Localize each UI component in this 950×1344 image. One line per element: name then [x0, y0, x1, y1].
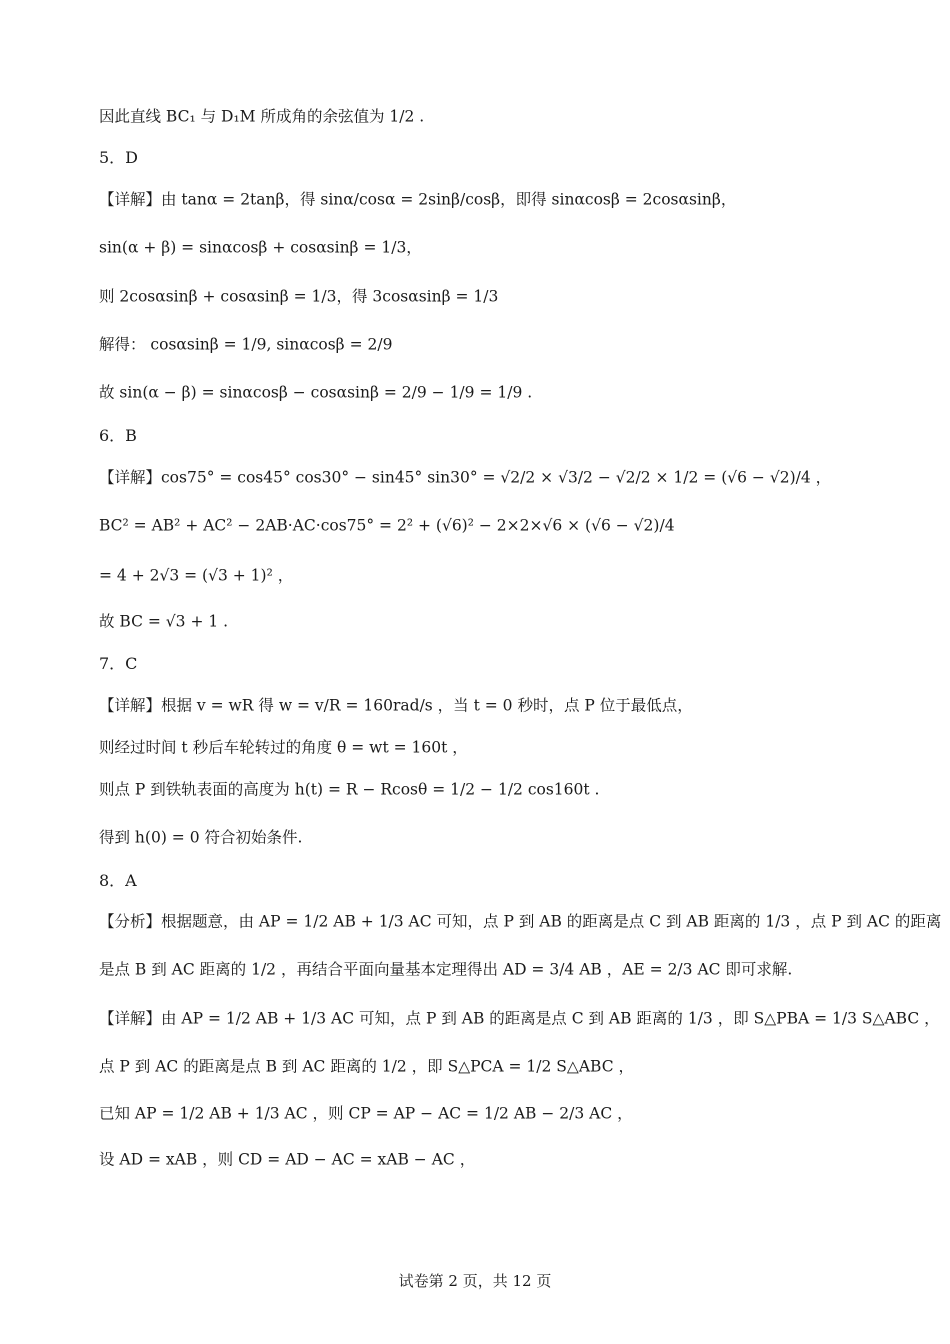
- answer-heading: 5．D: [99, 148, 139, 167]
- answer-heading: 6．B: [99, 426, 137, 445]
- text-line: 【详解】由 tanα = 2tanβ，得 sinα/cosα = 2sinβ/cosβ，即得 sinαcosβ = 2cosαsinβ，: [99, 190, 737, 209]
- text-line: 已知 AP = 1/2 AB + 1/3 AC ，则 CP = AP − AC = 1/2 AB − 2/3 AC ，: [99, 1104, 633, 1123]
- text-line: 点 P 到 AC 的距离是点 B 到 AC 距离的 1/2 ，即 S△PCA = 1/2 S△ABC ，: [99, 1057, 635, 1076]
- text-line: 【分析】根据题意，由 AP = 1/2 AB + 1/3 AC 可知，点 P 到 AB 的距离是点 C 到 AB 距离的 1/3 ，点 P 到 AC 的距离: [99, 912, 942, 931]
- text-line: 故 BC = √3 + 1 .: [99, 612, 229, 631]
- text-line: 得到 h(0) = 0 符合初始条件.: [99, 828, 303, 847]
- text-line: 设 AD = xAB ，则 CD = AD − AC = xAB − AC ，: [99, 1150, 476, 1169]
- text-line: = 4 + 2√3 = (√3 + 1)² ，: [99, 566, 294, 585]
- text-line: 【详解】cos75° = cos45° cos30° − sin45° sin30° = √2/2 × √3/2 − √2/2 × 1/2 = (√6 − √2)/4 ，: [99, 468, 832, 487]
- answer-heading: 7．C: [99, 654, 138, 673]
- text-line: 故 sin(α − β) = sinαcosβ − cosαsinβ = 2/9 − 1/9 = 1/9 .: [99, 383, 533, 402]
- text-line: 解得： cosαsinβ = 1/9, sinαcosβ = 2/9: [99, 335, 393, 354]
- text-line: 则点 P 到铁轨表面的高度为 h(t) = R − Rcosθ = 1/2 − 1/2 cos160t .: [99, 780, 600, 799]
- text-line: 是点 B 到 AC 距离的 1/2 ，再结合平面向量基本定理得出 AD = 3/4 AB ，AE = 2/3 AC 即可求解.: [99, 960, 793, 979]
- answer-heading: 8．A: [99, 871, 137, 890]
- text-line: BC² = AB² + AC² − 2AB·AC·cos75° = 2² + (√6)² − 2×2×√6 × (√6 − √2)/4: [99, 516, 675, 535]
- text-line: 则经过时间 t 秒后车轮转过的角度 θ = wt = 160t ，: [99, 738, 468, 757]
- text-line: 【详解】根据 v = wR 得 w = v/R = 160rad/s ，当 t = 0 秒时，点 P 位于最低点，: [99, 696, 693, 715]
- text-line: 因此直线 BC₁ 与 D₁M 所成角的余弦值为 1/2 .: [99, 107, 425, 126]
- page-footer: 试卷第 2 页，共 12 页: [398, 1272, 552, 1290]
- text-line: 【详解】由 AP = 1/2 AB + 1/3 AC 可知，点 P 到 AB 的距离是点 C 到 AB 距离的 1/3 ，即 S△PBA = 1/3 S△ABC ，: [99, 1009, 940, 1028]
- text-line: sin(α + β) = sinαcosβ + cosαsinβ = 1/3，: [99, 238, 422, 257]
- text-line: 则 2cosαsinβ + cosαsinβ = 1/3，得 3cosαsinβ = 1/3: [99, 287, 499, 306]
